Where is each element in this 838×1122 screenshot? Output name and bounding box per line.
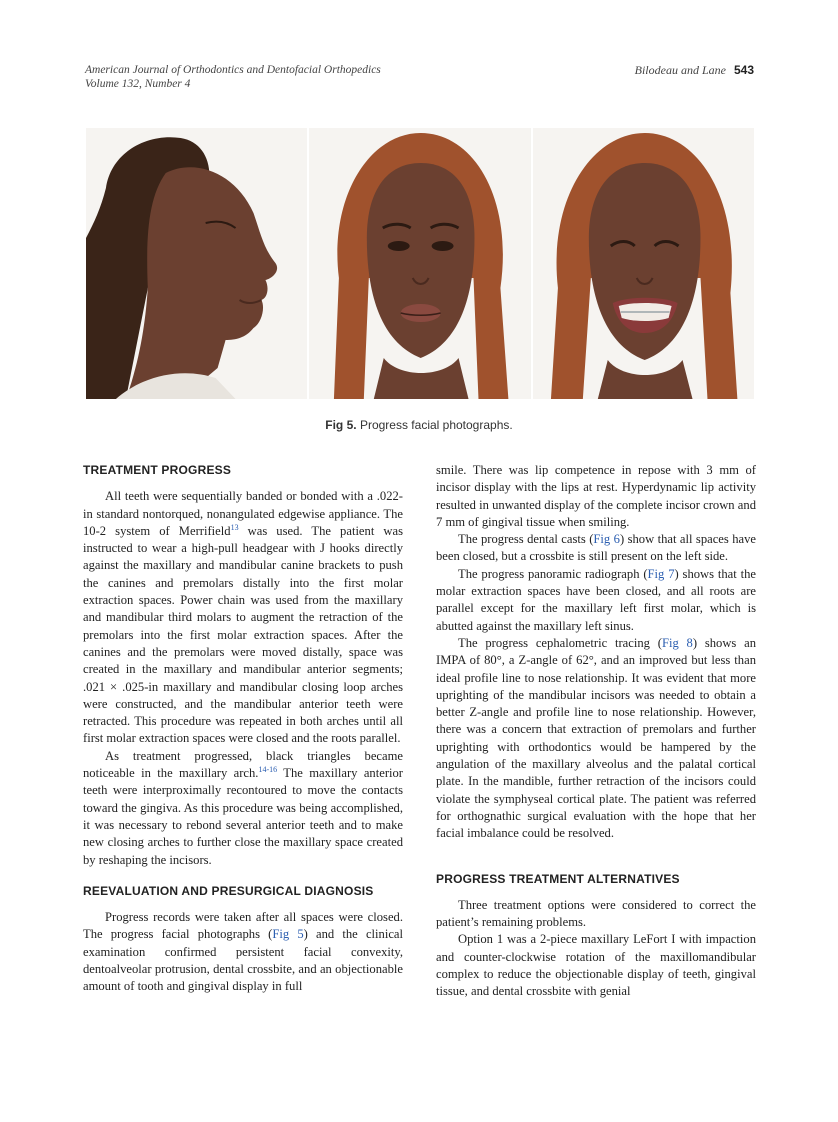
running-header-authors	[635, 63, 754, 78]
paragraph: smile. There was lip competence in repose with 3 mm of incisor display with the lips at rest. Hyperdynamic lip activity resulted in unwanted display of the complete incisor crown and 7 mm of gingival tissue when smiling.	[436, 463, 756, 529]
figure-photos	[86, 128, 754, 399]
section-heading-alternatives: PROGRESS TREATMENT ALTERNATIVES	[436, 871, 680, 886]
journal-volume: Volume 132, Number 4	[85, 78, 191, 90]
photo-frontal-smile	[533, 128, 754, 399]
paragraph: Progress records were taken after all spaces were closed. The progress facial photographs (Fig 5) and the clinical examination confirmed persistent facial convexity, dentoalveolar protrusion, dental crossbite, and an objectionable amount of tooth and gingival display in full	[83, 910, 404, 994]
figure-caption	[0, 418, 838, 432]
section-heading-treatment-progress: TREATMENT PROGRESS	[83, 463, 232, 477]
photo-frontal-repose	[309, 128, 530, 399]
paragraph: As treatment progressed, black triangles became noticeable in the maxillary arch.$^{14-16}$ The maxillary anterior teeth were interproximally recontoured to move the contacts toward the gingiva. As this procedure was being accomplished, it was necessary to rebond several anterior teeth and to make new closing arches to further close the maxillary space created by reshaping the incisors.	[83, 748, 403, 867]
paragraph: The progress panoramic radiograph (Fig 7) shows that the molar extraction spaces have been closed, and all roots are parallel except for the maxillary left first molar, which is abutted against the maxillary left sinus.	[436, 566, 756, 633]
citation-link[interactable]: 14-16	[258, 764, 278, 774]
figure-link[interactable]: Fig 5	[272, 927, 304, 942]
figure-link[interactable]: Fig 7	[647, 566, 675, 581]
photo-profile	[86, 128, 307, 399]
figure-link[interactable]: Fig 8	[661, 635, 693, 650]
figure-caption-text: Progress facial photographs.	[359, 418, 513, 432]
paragraph: The progress cephalometric tracing (Fig 8) shows an IMPA of 80°, a Z-angle of 62°, and an improved but less than ideal profile line to nose relationship. It was evident that more uprighting of the mandibular incisors was needed to obtain a better Z-angle and profile line to nose relationship. However, there was a concern that extraction of premolars and further uprighting with orthodontics would be hampered by the angulation of the maxillary alveolus and the palatal cortical plate. In the mandible, further retraction of the incisors could violate the symphyseal cortical plate. The patient was referred for orthognathic surgical evaluation with the hope that her facial imbalance could be resolved.	[436, 635, 757, 841]
running-header-journal	[85, 63, 381, 91]
right-column	[436, 462, 756, 1001]
paragraph: The progress dental casts (Fig 6) show that all spaces have been closed, but a crossbite is still present on the left side.	[436, 532, 756, 564]
section-heading-reevaluation: REEVALUATION AND PRESURGICAL DIAGNOSIS	[83, 883, 374, 898]
paragraph: All teeth were sequentially banded or bonded with a .022-in standard nontorqued, nonangulated edgewise appliance. The 10-2 system of Merrifield$^{13}$ was used. The patient was instructed to wear a high-pull headgear with J hooks directly against the maxillary and mandibular canine brackets to push the canines and premolars distally into the first molar extraction spaces. Power chain was used from the maxillary and mandibular third molars to augment the retraction of the premolars into the first molar extraction spaces. After the canines and the premolars were moved distally, space was created in the maxillary and mandibular anterior segments; .021 × .025-in maxillary and mandibular closing loop arches were constructed, and the mandibular anterior teeth were retracted. This procedure was repeated in both arches until all first molar extraction spaces were closed and the roots parallel.	[83, 489, 403, 746]
citation-link[interactable]: 13	[230, 522, 239, 532]
left-column	[83, 462, 403, 996]
paragraph: Three treatment options were considered to correct the patient’s remaining problems.	[436, 897, 756, 930]
paragraph: Option 1 was a 2-piece maxillary LeFort I with impaction and counter-clockwise rotation of the maxillomandibular complex to reduce the objectionable display of teeth, gingival tissue, and dental crossbite with genial	[436, 932, 756, 999]
figure-link[interactable]: Fig 6	[593, 532, 620, 547]
page-number: 543	[733, 63, 754, 77]
figure-label: Fig 5.	[325, 418, 357, 432]
authors: Bilodeau and Lane	[634, 63, 726, 77]
journal-title: American Journal of Orthodontics and Dentofacial Orthopedics	[85, 64, 381, 76]
